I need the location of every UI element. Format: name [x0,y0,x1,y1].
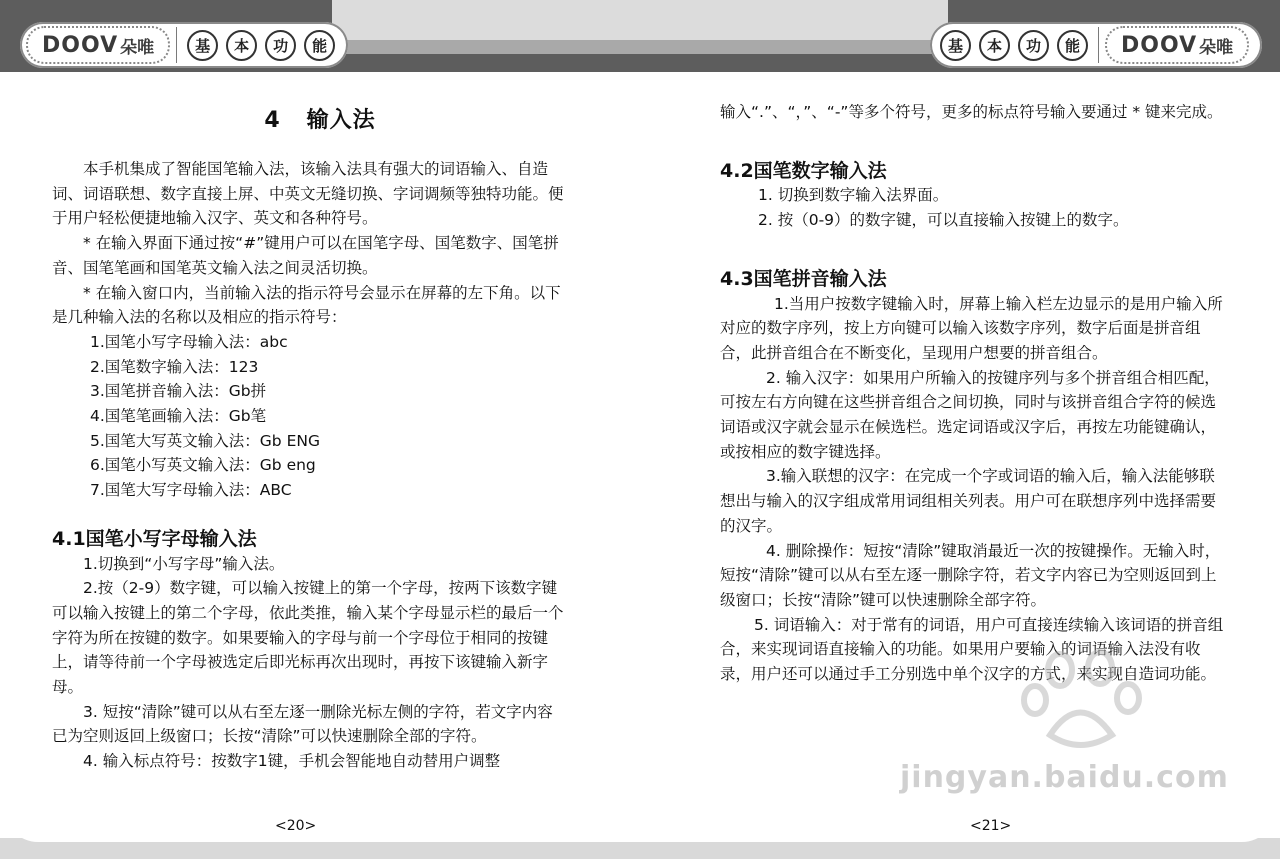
baidu-paw-watermark-icon [1000,640,1170,760]
section-char: 能 [1057,30,1088,61]
brand-logo [26,26,170,64]
section-title: 4.3国笔拼音输入法 [720,267,887,290]
section-paragraph: 2. 输入汉字：如果用户所输入的按键序列与多个拼音组合相匹配，可按左右方向键在这些拼音组合之间切换，同时与该拼音组合字符的候选词语或汉字就会显示在候选栏。选定词语或汉字后，再按左功能键确认，或按相应的数字键选择。 [720,368,1220,461]
method-item: 7.国笔大写字母输入法：ABC [90,481,292,500]
method-item: 3.国笔拼音输入法：Gb拼 [90,382,267,401]
method-item: 2.国笔数字输入法：123 [90,357,259,376]
section-char: 基 [940,30,971,61]
page-number-right: <21> [970,818,1012,834]
section-title: 4.2国笔数字输入法 [720,159,887,182]
left-page-content [52,157,564,774]
section-paragraph: 1.当用户按数字键输入时，屏幕上输入栏左边显示的是用户输入所对应的数字序列，按上方向键可以输入该数字序列，数字后面是拼音组合，此拼音组合在不断变化，呈现用户想要的拼音组合。 [720,294,1223,362]
section-paragraph: 2.按（2-9）数字键，可以输入按键上的第一个字母，按两下该数字键可以输入按键上的第二个字母，依此类推，输入某个字母显示栏的最后一个字符为所在按键的数字。如果要输入的字母与前一个字母位于相同的按键上，请等待前一个字母被选定后即光标再次出现时，再按下该键输入新字母。 [52,579,564,697]
intro-paragraph: * 在输入界面下通过按“#”键用户可以在国笔字母、国笔数字、国笔拼音、国笔笔画和国笔英文输入法之间灵活切换。 [52,234,559,277]
brand-word: DOOV [42,32,119,58]
brand-cn: 朵唯 [120,37,155,58]
header-strip [332,40,948,54]
section-paragraph: 4. 删除操作：短按“清除”键取消最近一次的按键操作。无输入时，短按“清除”键可以从右至左逐一删除字符，若文字内容已为空则返回到上级窗口；长按“清除”键可以快速删除全部字符。 [720,541,1221,609]
page-number-left: <20> [275,818,317,834]
continued-paragraph: 输入“.”、“，”、“-”等多个符号，更多的标点符号输入要通过 * 键来完成。 [720,103,1223,121]
spacer [720,233,1225,267]
spacer [720,125,1225,159]
chapter-title: 4 输入法 [264,108,376,133]
method-item: 6.国笔小写英文输入法：Gb eng [90,456,316,475]
intro-paragraph: 本手机集成了智能国笔输入法，该输入法具有强大的词语输入、自造词、词语联想、数字直接上屏、中英文无缝切换、字词调频等独特功能。便于用户轻松便捷地输入汉字、英文和各种符号。 [52,160,564,228]
right-page-content [720,100,1225,687]
section-char: 能 [304,30,335,61]
brand-cn: 朵唯 [1199,37,1234,58]
section-badges [177,30,345,61]
brand-word: DOOV [1121,32,1198,58]
intro-paragraph: * 在输入窗口内，当前输入法的指示符号会显示在屏幕的左下角。以下是几种输入法的名称以及相应的指示符号： [52,283,561,327]
section-char: 功 [265,30,296,61]
method-item: 1.国笔小写字母输入法：abc [90,332,288,351]
section-paragraph: 3. 短按“清除”键可以从右至左逐一删除光标左侧的字符，若文字内容已为空则返回上级窗口；长按“清除”可以快速删除全部的字符。 [52,702,553,746]
header-tab-right [930,22,1262,68]
section-char: 本 [979,30,1010,61]
divider [1098,27,1099,63]
section-paragraph: 1. 切换到数字输入法界面。 [758,186,949,205]
section-char: 基 [187,30,218,61]
section-badges [930,30,1098,61]
section-char: 本 [226,30,257,61]
header-center-panel [332,0,948,40]
section-paragraph: 4. 输入标点符号：按数字1键，手机会智能地自动替用户调整 [83,752,501,771]
header-tab-left [20,22,348,68]
spacer [52,503,564,527]
section-paragraph: 2. 按（0-9）的数字键，可以直接输入按键上的数字。 [758,211,1129,230]
section-char: 功 [1018,30,1049,61]
brand-logo [1105,26,1249,64]
section-title: 4.1国笔小写字母输入法 [52,527,257,550]
section-paragraph: 1.切换到“小写字母”输入法。 [83,554,285,573]
section-paragraph: 5. 词语输入：对于常有的词语，用户可直接连续输入该词语的拼音组合，来实现词语直接输入的功能。如果用户要输入的词语输入法没有收录，用户还可以通过手工分别选中单个汉字的方式，来实现自造词功能。 [720,615,1224,684]
method-item: 4.国笔笔画输入法：Gb笔 [90,407,267,426]
section-paragraph: 3.输入联想的汉字：在完成一个字或词语的输入后，输入法能够联想出与输入的汉字组成常用词组相关列表。用户可在联想序列中选择需要的汉字。 [720,467,1217,535]
watermark-text: jingyan.baidu.com [900,760,1229,795]
method-item: 5.国笔大写英文输入法：Gb ENG [90,431,320,450]
